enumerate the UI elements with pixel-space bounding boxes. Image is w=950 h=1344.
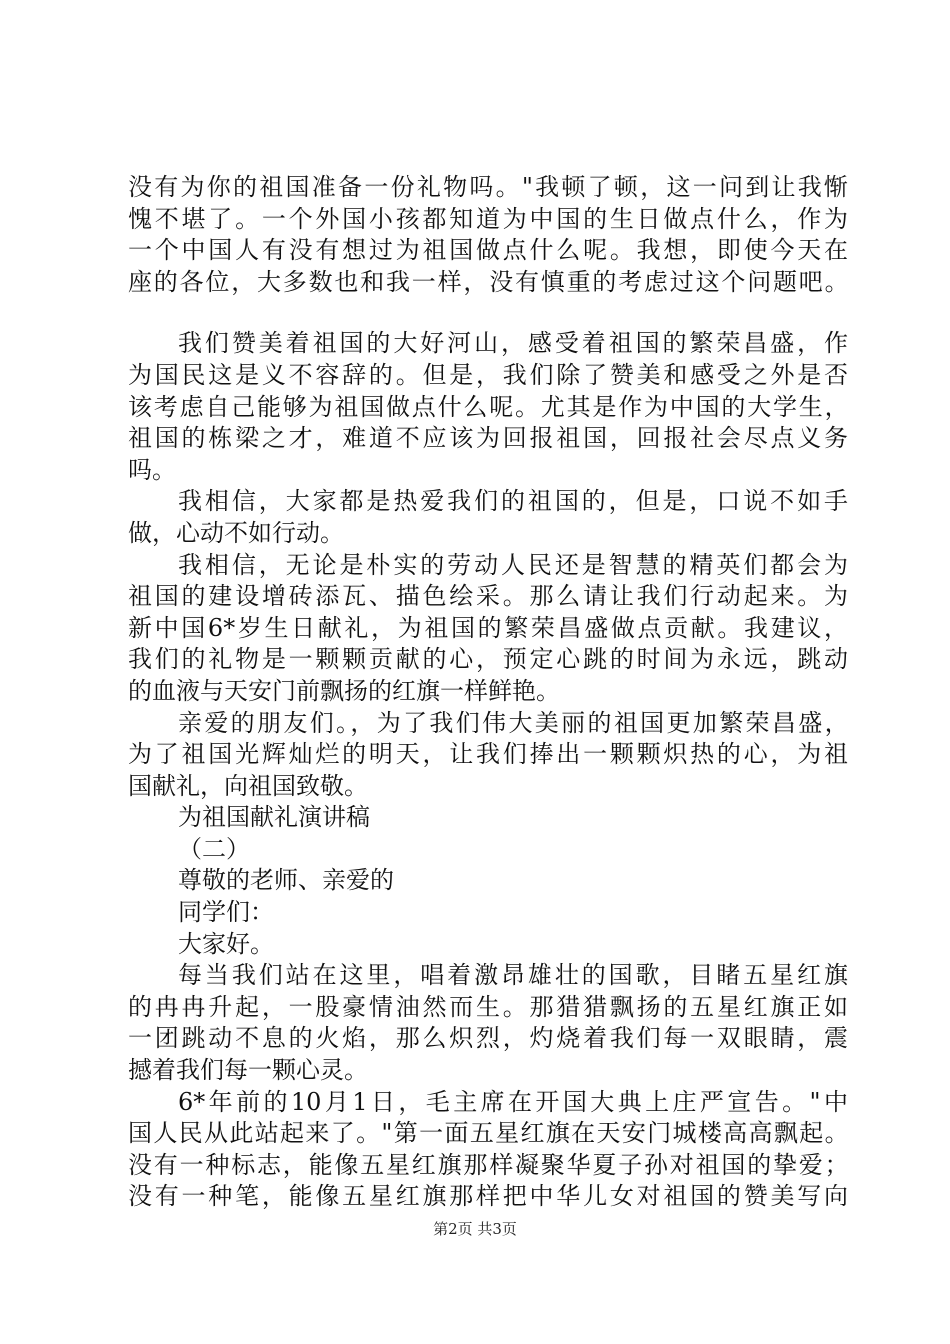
text-line: 祖国的栋梁之才，难道不应该为回报祖国，回报社会尽点义务 bbox=[128, 424, 848, 453]
text-line: 国人民从此站起来了。"第一面五星红旗在天安门城楼高高飘起。 bbox=[128, 1119, 848, 1148]
text-line: 一个中国人有没有想过为祖国做点什么呢。我想，即使今天在 bbox=[128, 236, 848, 265]
text-line: 为了祖国光辉灿烂的明天，让我们捧出一颗颗炽热的心，为祖 bbox=[128, 740, 848, 769]
text-line: 每当我们站在这里，唱着激昂雄壮的国歌，目睹五星红旗 bbox=[178, 961, 848, 990]
section-title: 为祖国献礼演讲稿 bbox=[178, 803, 370, 832]
greeting-line: 大家好。 bbox=[178, 929, 274, 958]
section-number: （二） bbox=[178, 834, 250, 863]
text-line: 的冉冉升起，一股豪情油然而生。那猎猎飘扬的五星红旗正如 bbox=[128, 992, 848, 1021]
text-line: 6*年前的10月1日，毛主席在开国大典上庄严宣告。"中 bbox=[178, 1087, 848, 1116]
text-line: 我们的礼物是一颗颗贡献的心，预定心跳的时间为永远，跳动 bbox=[128, 645, 848, 674]
document-body bbox=[128, 172, 848, 1213]
salutation-line: 同学们： bbox=[178, 898, 274, 927]
text-line: 亲爱的朋友们。，为了我们伟大美丽的祖国更加繁荣昌盛， bbox=[178, 708, 848, 737]
text-line: 为国民这是义不容辞的。但是，我们除了赞美和感受之外是否 bbox=[128, 360, 848, 389]
text-line: 我们赞美着祖国的大好河山，感受着祖国的繁荣昌盛，作 bbox=[178, 329, 848, 358]
text-line: 愧不堪了。一个外国小孩都知道为中国的生日做点什么，作为 bbox=[128, 204, 848, 233]
text-line: 一团跳动不息的火焰，那么炽烈，灼烧着我们每一双眼睛，震 bbox=[128, 1024, 848, 1053]
text-line: 座的各位，大多数也和我一样，没有慎重的考虑过这个问题吧。 bbox=[128, 267, 848, 296]
text-line: 没有为你的祖国准备一份礼物吗。"我顿了顿，这一问到让我惭 bbox=[128, 173, 848, 201]
text-line: 我相信，大家都是热爱我们的祖国的，但是，口说不如手 bbox=[178, 487, 848, 516]
text-line: 吗。 bbox=[128, 455, 176, 484]
text-line: 该考虑自己能够为祖国做点什么呢。尤其是作为中国的大学生， bbox=[128, 392, 848, 421]
text-line: 没有一种标志，能像五星红旗那样凝聚华夏子孙对祖国的挚爱； bbox=[128, 1150, 848, 1179]
text-line: 没有一种笔，能像五星红旗那样把中华儿女对祖国的赞美写向 bbox=[128, 1182, 848, 1211]
page-number-footer: 第2页 共3页 bbox=[433, 1220, 517, 1238]
text-line: 撼着我们每一颗心灵。 bbox=[128, 1056, 368, 1085]
salutation-line: 尊敬的老师、亲爱的 bbox=[178, 866, 394, 895]
paragraph-gap bbox=[128, 298, 848, 328]
text-line: 的血液与天安门前飘扬的红旗一样鲜艳。 bbox=[128, 676, 560, 705]
text-line: 我相信，无论是朴实的劳动人民还是智慧的精英们都会为 bbox=[178, 550, 848, 579]
text-line: 做，心动不如行动。 bbox=[128, 518, 344, 547]
text-line: 祖国的建设增砖添瓦、描色绘采。那么请让我们行动起来。为 bbox=[128, 582, 848, 611]
text-line: 国献礼，向祖国致敬。 bbox=[128, 771, 368, 800]
text-line: 新中国6*岁生日献礼，为祖国的繁荣昌盛做点贡献。我建议， bbox=[128, 613, 848, 642]
